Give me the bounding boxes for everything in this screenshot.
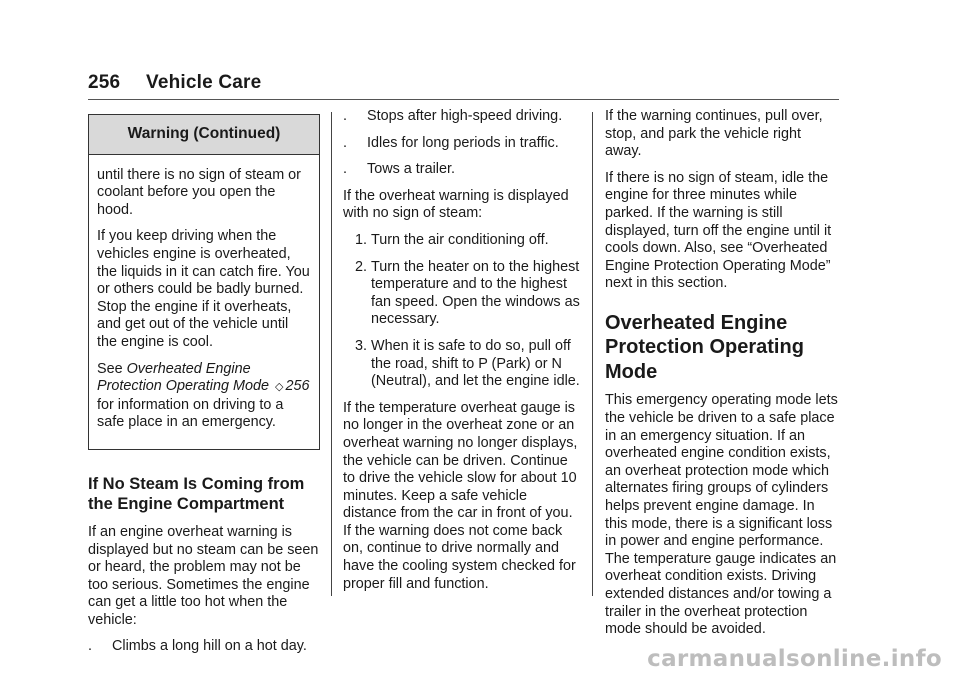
numbered-step [343, 338, 583, 391]
cross-reference-page[interactable]: 256 [285, 378, 310, 395]
bullet-marker: . [343, 108, 347, 124]
step-number: 2. [355, 258, 368, 275]
list-item-text: Climbs a long hill on a hot day. [112, 638, 307, 655]
see-suffix: for information on driving to a safe place in an emergency. [97, 396, 284, 431]
step-number: 3. [355, 337, 368, 354]
column-divider-1 [331, 112, 332, 596]
section-heading: If No Steam Is Coming from the Engine Compartment [88, 474, 305, 513]
bullet-marker: . [88, 638, 92, 655]
warning-body [89, 155, 319, 449]
warning-continues-paragraph: If the warning continues, pull over, stop, and park the vehicle right away. [605, 108, 823, 160]
column-3 [605, 108, 840, 648]
header-divider [88, 99, 839, 100]
column-divider-2 [592, 112, 593, 596]
page-reference-icon: ◇ [275, 381, 284, 394]
section-title: Vehicle Care [146, 72, 262, 93]
list-item-text: Idles for long periods in traffic. [367, 134, 559, 151]
warning-title: Warning (Continued) [89, 115, 319, 155]
section-heading: Overheated Engine Protection Operating Mode [605, 311, 804, 383]
list-item-text: Stops after high-speed driving. [367, 108, 563, 124]
cross-reference-link[interactable]: Overheated Engine Protection Operating Mode [97, 360, 269, 395]
no-steam-paragraph: If there is no sign of steam, idle the engine for three minutes while parked. If the warning is still displayed, turn off the engine until it cools down. Also, see “Overheated Engine Protection Operating Mode” next in this section. [605, 169, 832, 292]
warning-box [88, 114, 320, 450]
list-item [343, 108, 583, 126]
step-text: Turn the heater on to the highest temperature and to the highest fan speed. Open the windows as necessary. [371, 258, 580, 328]
section-body: This emergency operating mode lets the vehicle be driven to a safe place in an emergency situation. If an overheated engine condition exists, an overheat protection mode which alternates firing groups of cylinders helps prevent engine damage. In this mode, there is a significant loss in power and engine performance. The temperature gauge indicates an overheat condition exists. Driving extended distances and/or towing a trailer in the overheat protection mode should be avoided. [605, 392, 838, 638]
column-2 [343, 108, 583, 602]
watermark-text: carmanualsonline.info [647, 646, 942, 672]
bullet-marker: . [343, 134, 347, 151]
after-steps-paragraph: If the temperature overheat gauge is no longer in the overheat zone or an overheat warning no longer displays, the vehicle can be driven. Continue to drive the vehicle slow for about 10 minutes. Keep a safe vehicle distance from the car in front of you. If the warning does not come back on, continue to drive normally and have the cooling system checked for proper fill and function. [343, 399, 578, 592]
step-number: 1. [355, 231, 368, 248]
section-intro: If an engine overheat warning is displayed but no steam can be seen or heard, the problem may not be too serious. Sometimes the engine can get a little too hot when the vehicle: [88, 523, 319, 628]
bullet-marker: . [343, 161, 347, 178]
step-text: When it is safe to do so, pull off the road, shift to P (Park) or N (Neutral), and let the engine idle. [371, 337, 580, 390]
steps-intro: If the overheat warning is displayed with no sign of steam: [343, 187, 569, 222]
warning-paragraph: until there is no sign of steam or coolant before you open the hood. [97, 166, 301, 218]
list-item [343, 161, 583, 179]
list-item [88, 638, 320, 656]
list-item [343, 135, 583, 153]
numbered-step [343, 259, 583, 329]
warning-paragraph: If you keep driving when the vehicles engine is overheated, the liquids in it can catch fire. You or others could be badly burned. Stop the engine if it overheats, and get out of the vehicle until the engine is cool. [97, 228, 310, 350]
numbered-step [343, 232, 583, 250]
warning-see-reference [97, 361, 311, 432]
step-text: Turn the air conditioning off. [371, 231, 549, 248]
see-prefix: See [97, 360, 123, 377]
list-item-text: Tows a trailer. [367, 161, 455, 178]
page-number: 256 [88, 72, 121, 93]
page-header [88, 72, 261, 94]
column-1 [88, 108, 320, 665]
